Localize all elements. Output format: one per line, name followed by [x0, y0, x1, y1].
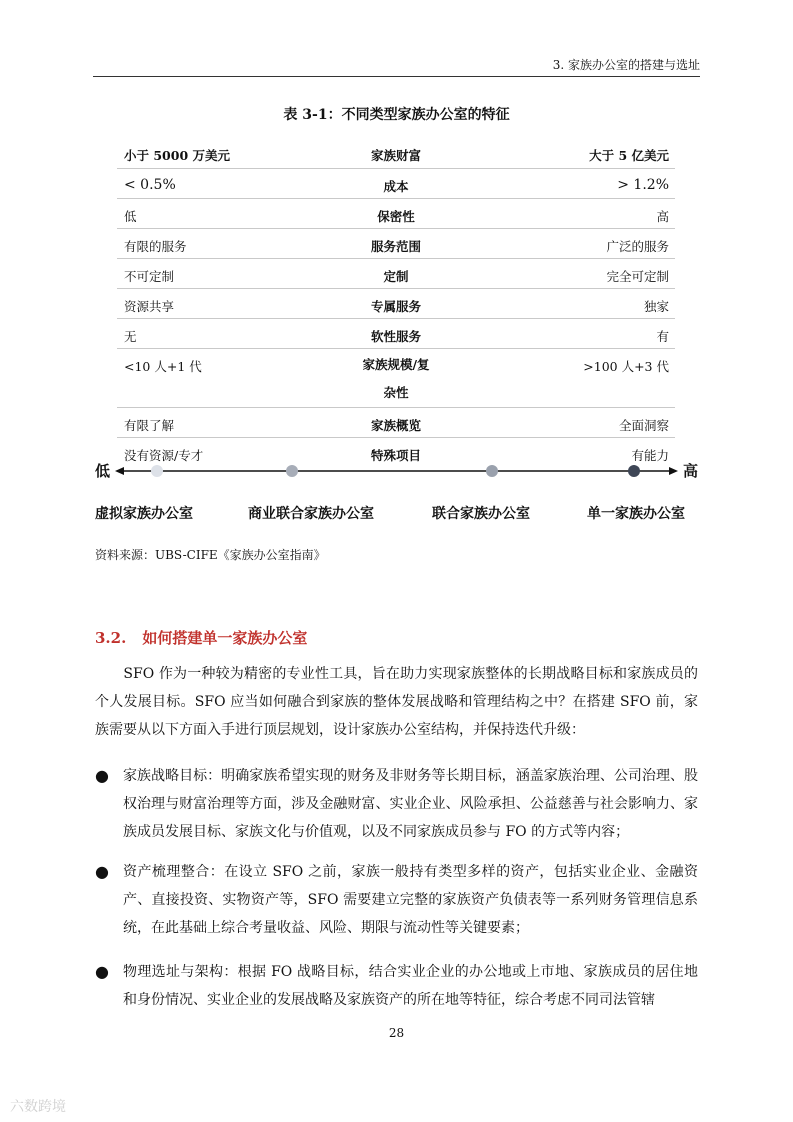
scale-low-label: 低 — [95, 462, 111, 480]
office-type-sfo: 单一家族办公室 — [587, 506, 685, 522]
office-type-mfo: 联合家族办公室 — [432, 506, 530, 522]
row-left: 不可定制 — [124, 269, 175, 284]
row-mid: 家族概览 — [370, 418, 421, 433]
table-row — [117, 138, 675, 169]
row-right: 完全可定制 — [606, 269, 669, 284]
table-row — [117, 349, 675, 408]
row-left: 有限了解 — [124, 418, 175, 433]
row-left: 没有资源/专才 — [124, 448, 204, 463]
bullet-text: 物理选址与架构：根据 FO 战略目标，结合实业企业的办公地或上市地、家族成员的居住地和身份情况、实业企业的发展战略及家族资产的所在地等特征，综合考虑不同司法管辖 — [123, 964, 698, 1008]
row-left: 资源共享 — [124, 299, 175, 314]
row-right: 有 — [656, 329, 669, 344]
bullet-text: 资产梳理整合：在设立 SFO 之前，家族一般持有类型多样的资产，包括实业企业、金融资产、直接投资、实物资产等，SFO 需要建立完整的家族资产负债表等一系列财务管理信息系统，在此基础上综合考量收益、风险、期限与流动性等关键要素； — [123, 864, 698, 936]
right-arrowhead-icon — [669, 467, 678, 475]
row-mid: 定制 — [383, 269, 409, 284]
low-high-scale — [95, 460, 698, 482]
row-left: 有限的服务 — [124, 239, 187, 254]
row-right: >100 人+3 代 — [583, 359, 669, 374]
scale-dot-virtual — [151, 465, 163, 477]
page-number: 28 — [388, 1026, 405, 1040]
bullet-icon: ● — [95, 766, 109, 785]
section-heading — [95, 627, 307, 648]
row-mid: 家族财富 — [370, 148, 421, 163]
row-right: 全面洞察 — [618, 418, 669, 433]
row-left: < 0.5% — [124, 177, 176, 193]
feature-table — [117, 138, 675, 467]
row-left: 低 — [124, 209, 137, 224]
section-number: 3.2. — [95, 629, 127, 647]
intro-paragraph: SFO 作为一种较为精密的专业性工具，旨在助力实现家族整体的长期战略目标和家族成员的个人发展目标。SFO 应当如何融合到家族的整体发展战略和管理结构之中？在搭建 SFO 前，家族需要从以下方面入手进行顶层规划，设计家族办公室结构，并保持迭代升级： — [95, 666, 698, 738]
bullet-text: 家族战略目标：明确家族希望实现的财务及非财务等长期目标，涵盖家族治理、公司治理、股权治理与财富治理等方面，涉及金融财富、实业企业、风险承担、公益慈善与社会影响力、家族成员发展目标、家族文化与价值观，以及不同家族成员参与 FO 的方式等内容； — [123, 768, 698, 840]
scale-dot-sfo — [628, 465, 640, 477]
source-note: 资料来源：UBS-CIFE《家族办公室指南》 — [95, 548, 326, 562]
table-row — [117, 289, 675, 319]
table-title: 表 3-1：不同类型家族办公室的特征 — [283, 107, 510, 123]
row-mid: 特殊项目 — [370, 448, 421, 463]
table-row — [117, 259, 675, 289]
office-type-commercial-mfo: 商业联合家族办公室 — [248, 506, 374, 522]
row-left: 小于 5000 万美元 — [124, 148, 230, 163]
office-type-virtual: 虚拟家族办公室 — [95, 506, 193, 522]
running-title: 3. 家族办公室的搭建与选址 — [552, 58, 700, 72]
row-right: > 1.2% — [617, 177, 669, 193]
table-row — [117, 169, 675, 199]
scale-dot-commercial-mfo — [286, 465, 298, 477]
row-mid: 成本 — [383, 179, 409, 194]
bullet-icon: ● — [95, 962, 109, 981]
row-right: 独家 — [643, 299, 669, 314]
list-item — [95, 958, 698, 1014]
running-header — [93, 58, 700, 77]
row-left: <10 人+1 代 — [124, 359, 202, 374]
row-mid: 家族规模/复 杂性 — [362, 357, 430, 400]
watermark: 六数跨境 — [10, 1099, 66, 1115]
scale-dot-mfo — [486, 465, 498, 477]
table-row — [117, 199, 675, 229]
scale-arrow — [115, 460, 678, 482]
row-right: 广泛的服务 — [606, 239, 669, 254]
bullet-icon: ● — [95, 862, 109, 881]
row-mid: 保密性 — [377, 209, 415, 224]
table-row — [117, 319, 675, 349]
list-item — [95, 762, 698, 846]
row-mid: 服务范围 — [370, 239, 421, 254]
row-right: 高 — [656, 209, 669, 224]
left-arrowhead-icon — [115, 467, 124, 475]
row-left: 无 — [124, 329, 137, 344]
list-item — [95, 858, 698, 942]
table-row — [117, 229, 675, 259]
table-row — [117, 408, 675, 438]
row-mid: 专属服务 — [370, 299, 421, 314]
row-mid: 软性服务 — [370, 329, 421, 344]
row-right: 有能力 — [631, 448, 669, 463]
scale-high-label: 高 — [682, 462, 698, 480]
section-title: 如何搭建单一家族办公室 — [142, 629, 308, 647]
row-right: 大于 5 亿美元 — [589, 148, 669, 163]
